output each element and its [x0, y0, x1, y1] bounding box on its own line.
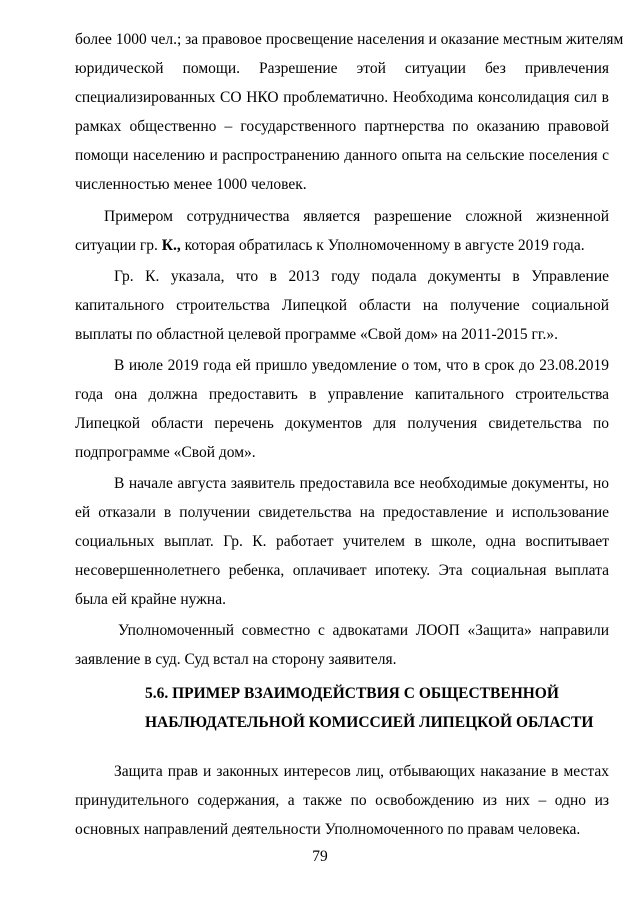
- text-line: рамках общественно – государственного партнерства по оказанию правовой: [75, 118, 609, 135]
- text-line: принудительного содержания, а также по освобождению из них – одно из: [75, 792, 609, 809]
- text-line: более 1000 чел.; за правовое просвещение населения и оказание местным жителям: [75, 31, 624, 48]
- text-line: В июле 2019 года ей пришло уведомление о том, что в срок до 23.08.2019: [114, 357, 609, 374]
- text-line: подпрограмме «Свой дом».: [75, 444, 256, 461]
- text-line: капитального строительства Липецкой области на получение социальной: [75, 297, 609, 314]
- text-line: юридической помощи. Разрешение этой ситуации без привлечения: [75, 60, 609, 77]
- text-line: социальных выплат. Гр. К. работает учителем в школе, одна воспитывает: [75, 533, 609, 550]
- text-line: Примером сотрудничества является разрешение сложной жизненной: [104, 208, 609, 225]
- text-line: несовершеннолетнего ребенка, оплачивает ипотеку. Эта социальная выплата: [75, 562, 609, 579]
- text-line: ей отказали в получении свидетельства на предоставление и использование: [75, 504, 609, 521]
- text-line: Липецкой области перечень документов для получения свидетельства по: [75, 415, 609, 432]
- section-heading: НАБЛЮДАТЕЛЬНОЙ КОМИССИЕЙ ЛИПЕЦКОЙ ОБЛАСТИ: [145, 714, 594, 731]
- text-line: численностью менее 1000 человек.: [75, 176, 307, 193]
- text-line: помощи населению и распространению данного опыта на сельские поселения с: [75, 147, 609, 164]
- text-line: заявление в суд. Суд встал на сторону заявителя.: [75, 651, 397, 668]
- page-number: 79: [312, 848, 328, 865]
- text-line: Гр. К. указала, что в 2013 году подала документы в Управление: [114, 268, 609, 285]
- text-segment: которая обратилась к Уполномоченному в августе 2019 года.: [184, 237, 585, 254]
- text-segment: ситуации гр.: [75, 237, 158, 254]
- text-line: выплаты по областной целевой программе «Свой дом» на 2011-2015 гг.».: [75, 326, 559, 343]
- text-line: Уполномоченный совместно с адвокатами ЛООП «Защита» направили: [118, 622, 609, 639]
- section-heading: 5.6. ПРИМЕР ВЗАИМОДЕЙСТВИЯ С ОБЩЕСТВЕННОЙ: [145, 685, 559, 702]
- text-line: года она должна предоставить в управление капитального строительства: [75, 386, 609, 403]
- text-line: основных направлений деятельности Уполномоченного по правам человека.: [75, 821, 581, 838]
- text-line: [75, 236, 609, 256]
- text-line: В начале августа заявитель предоставила все необходимые документы, но: [114, 475, 609, 492]
- text-line: была ей крайне нужна.: [75, 591, 226, 608]
- text-line: Защита прав и законных интересов лиц, отбывающих наказание в местах: [114, 763, 609, 780]
- text-line: специализированных СО НКО проблематично. Необходима консолидация сил в: [75, 89, 609, 106]
- person-initial: К.,: [161, 237, 181, 254]
